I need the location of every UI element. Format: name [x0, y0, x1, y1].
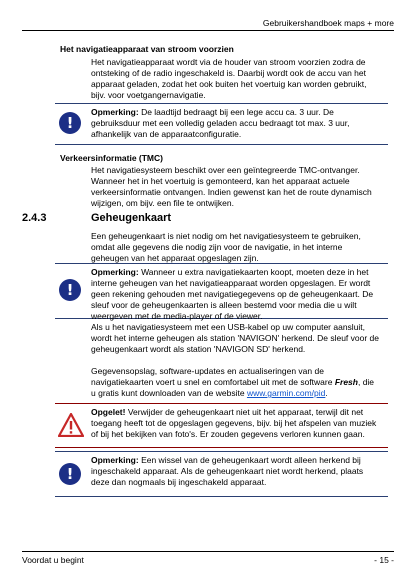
fresh-text-3: .: [325, 388, 328, 398]
note-body: De laadtijd bedraagt bij een lege accu ca. 3 uur. De gebruiksduur met een volledig geladen accu bedraagt tot max. 3 uur, afhankelijk van de apparaatconfiguratie.: [91, 107, 350, 139]
note-label: Opmerking:: [91, 267, 139, 277]
warning-body: Verwijder de geheugenkaart niet uit het apparaat, terwijl dit net toegang heeft tot de opgeslagen gegevens, bijv. bij het afspelen van muziek of bij het bekijken van foto's. Er zouden gegevens verloren kunnen gaan.: [91, 407, 377, 439]
page-number: - 15 -: [374, 555, 394, 565]
info-icon: !: [59, 112, 81, 134]
warning-memory-card: [55, 403, 388, 448]
warning-label: Opgelet!: [91, 407, 126, 417]
paragraph-power-supply: Het navigatieapparaat wordt via de houder van stroom voorzien zodra de ontsteking of de radio ingeschakeld is. Daarbij wordt ook de accu van het apparaat geladen, zodat het ook buiten het voertuig kan worden gebruikt, bijv. voor voetgangernavigatie.: [91, 57, 367, 100]
warning-icon: [58, 413, 84, 437]
section-title: Geheugenkaart: [91, 212, 172, 224]
paragraph-fresh: [91, 366, 381, 399]
note-switch-text: [91, 455, 381, 488]
note-battery: [55, 103, 388, 145]
paragraph-usb: Als u het navigatiesysteem met een USB-kabel op uw computer aansluit, wordt het interne geheugen als station 'NAVIGON' herkend. De sleuf voor de geheugenkaart wordt als station 'NAVIGON SD' herkend.: [91, 322, 379, 354]
note-maps-text: [91, 267, 381, 322]
paragraph-memory-intro: Een geheugenkaart is niet nodig om het navigatiesysteem te gebruiken, omdat alle gegevens die nodig zijn voor de navigatie, in het interne geheugen van het apparaat opgeslagen zijn.: [91, 231, 361, 263]
fresh-text-1: Gegevensopslag, software-updates en actualiseringen van de navigatiekaarten voert u snel en comfortabel uit met de software: [91, 366, 335, 387]
note-card-switch: [55, 451, 388, 497]
warning-text: [91, 407, 381, 440]
info-icon: !: [59, 463, 81, 485]
note-label: Opmerking:: [91, 455, 139, 465]
garmin-link[interactable]: www.garmin.com/pid: [246, 388, 326, 398]
note-maps: [55, 263, 388, 319]
note-body: Een wissel van de geheugenkaart wordt alleen herkend bij ingeschakeld apparaat. Als de geheugenkaart niet wordt herkend, plaats deze dan nogmaals bij ingeschakeld apparaat.: [91, 455, 364, 487]
section-number: 2.4.3: [22, 212, 47, 224]
info-icon: !: [59, 279, 81, 301]
heading-tmc: Verkeersinformatie (TMC): [60, 153, 163, 163]
fresh-software-name: Fresh: [334, 377, 358, 387]
page-footer: [22, 551, 394, 565]
chapter-name: Voordat u begint: [22, 555, 84, 565]
fresh-text-2: , die u gratis kunt downloaden van de website: [91, 377, 375, 398]
note-label: Opmerking:: [91, 107, 139, 117]
paragraph-tmc: Het navigatiesysteem beschikt over een geïntegreerde TMC-ontvanger. Wanneer het in het voertuig is gemonteerd, kan het apparaat actuele verkeersinformatie ontvangen. Indien gewenst kan het de route dynamisch wijzigen, om bijv. een file te ontwijken.: [91, 165, 372, 208]
manual-title: Gebruikershandboek maps + more: [262, 18, 394, 28]
page-header: [22, 18, 394, 31]
note-body: Wanneer u extra navigatiekaarten koopt, moeten deze in het interne geheugen van het navigatieapparaat worden opgeslagen. Er wordt geen rekening gehouden met navigatiegegevens op de geheugenkaart. De sleuf voor de geheugenkaarten is alleen bestemd voor media die u wilt weergeven met de media-player of de viewer.: [91, 267, 374, 321]
note-battery-text: [91, 107, 381, 140]
heading-power-supply: Het navigatieapparaat van stroom voorzien: [60, 44, 234, 54]
